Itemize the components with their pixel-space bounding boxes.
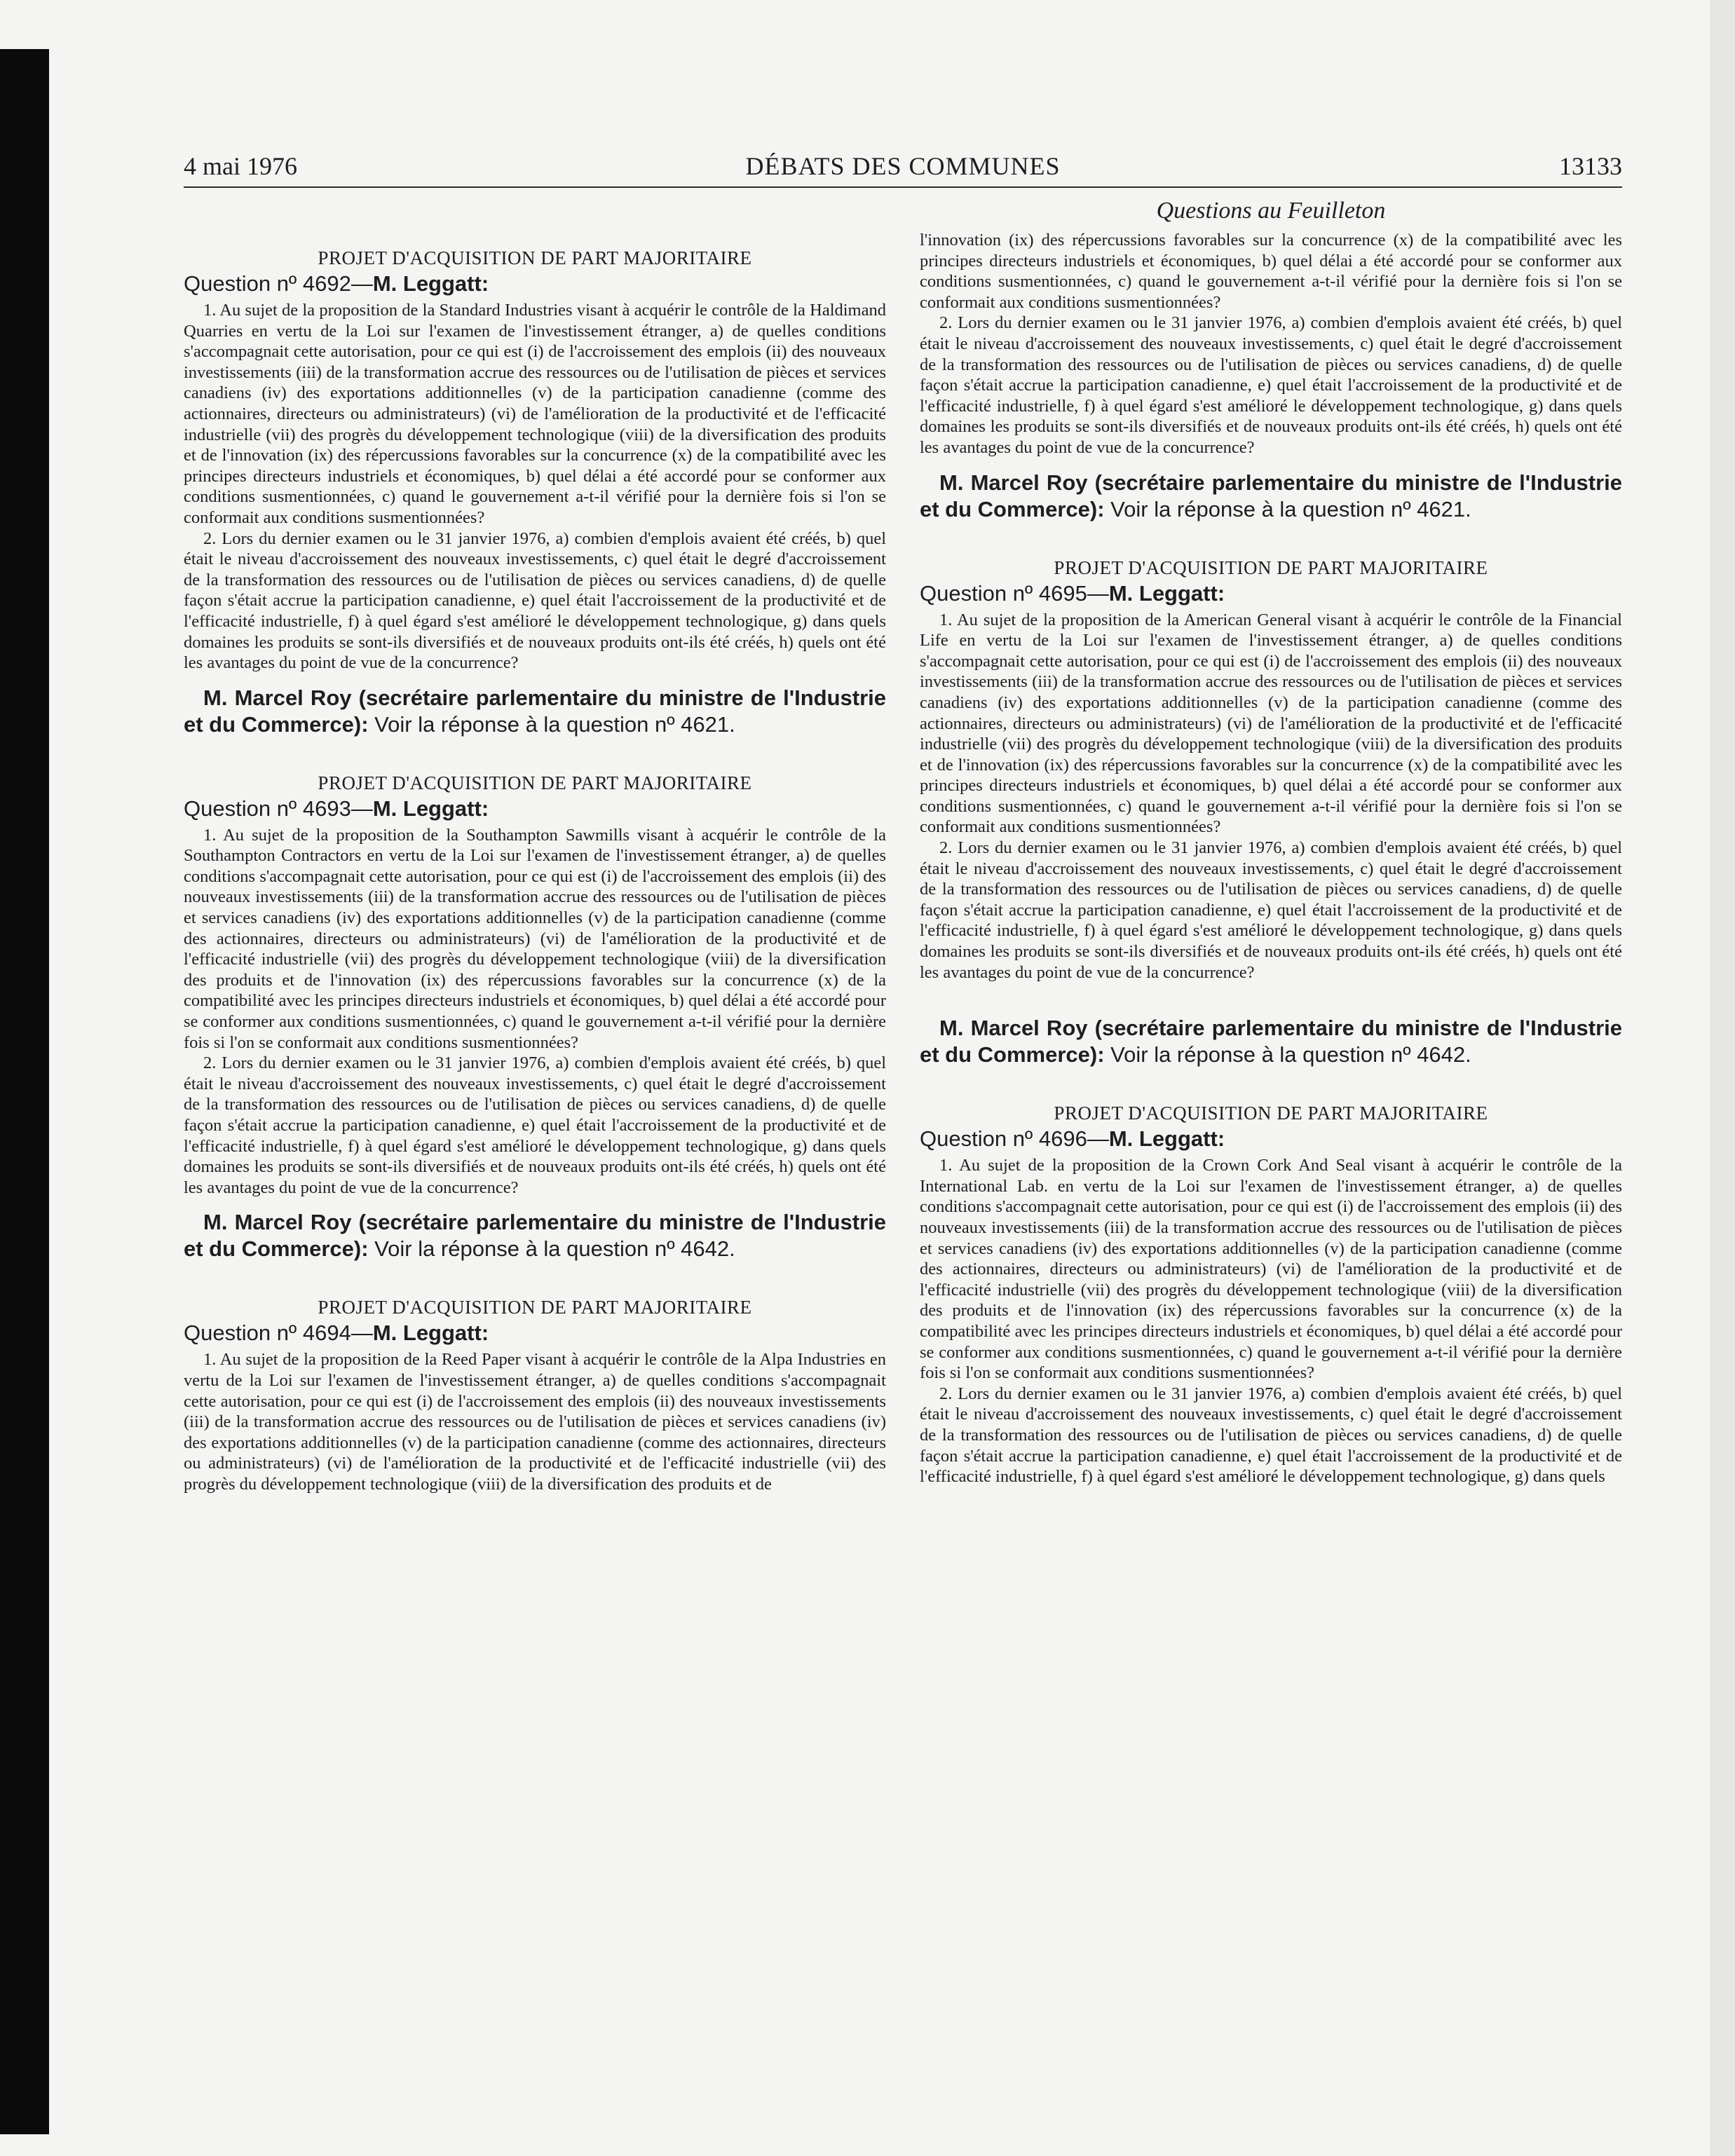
question-heading: PROJET D'ACQUISITION DE PART MAJORITAIRE xyxy=(318,247,752,268)
answer-speaker: M. Marcel Roy (secrétaire parlementaire du ministre de l'Industrie et du Commerce): xyxy=(920,1016,1622,1067)
page xyxy=(184,147,1622,2110)
question-heading: PROJET D'ACQUISITION DE PART MAJORITAIRE xyxy=(318,772,752,793)
answer-text: Voir la réponse à la question nº 4621. xyxy=(368,711,735,737)
question-number: Question nº 4693— xyxy=(184,796,373,821)
left-column xyxy=(184,245,886,1495)
question-author: M. Leggatt: xyxy=(1108,580,1225,606)
question-number-line xyxy=(920,580,1622,607)
question-number-line xyxy=(184,1320,886,1346)
answer-text: Voir la réponse à la question nº 4621. xyxy=(1104,496,1471,521)
answer xyxy=(184,685,886,738)
question-number: Question nº 4696— xyxy=(920,1126,1109,1152)
header-date: 4 mai 1976 xyxy=(184,152,297,180)
continued-part-1: l'innovation (ix) des répercussions favorables sur la concurrence (x) de la compatibilité avec les principes directeurs industriels et économiques, b) quel délai a été accordé pour se conformer aux conditions susmentionnées, c) quand le gouvernement a-t-il vérifié pour la dernière fois si l'on se conformait aux conditions susmentionnées? xyxy=(920,231,1622,312)
answer-speaker: M. Marcel Roy (secrétaire parlementaire du ministre de l'Industrie et du Commerce): xyxy=(184,1210,886,1262)
question-part-1: 1. Au sujet de la proposition de la Southampton Sawmills visant à acquérir le contrôle de la Southampton Contractors en vertu de la Loi sur l'examen de l'investissement étranger, a) de quelles conditions s'accompagnait cette autorisation, pour ce qui est (i) de l'accroissement des emplois (ii) des nouveaux investissements (iii) de la transformation accrue des ressources ou de l'utilisation de pièces et services canadiens (iv) des exportations additionnelles (v) de la participation canadienne (comme des actionnaires, directeurs ou administrateurs) (vi) de l'amélioration de la productivité et de l'efficacité industrielle (vii) des progrès du développement technologique (viii) de la diversification des produits et de l'innovation (ix) des répercussions favorables sur la concurrence (x) de la compatibilité avec les principes directeurs industriels et économiques, b) quel délai a été accordé pour se conformer aux conditions susmentionnées, c) quand le gouvernement a-t-il vérifié pour la dernière fois si l'on se conformait aux conditions susmentionnées? xyxy=(184,825,886,1052)
answer-speaker: M. Marcel Roy (secrétaire parlementaire du ministre de l'Industrie et du Commerce): xyxy=(920,470,1622,521)
question-author: M. Leggatt: xyxy=(372,1321,489,1346)
scan-edge-shadow xyxy=(0,49,49,2134)
question-author: M. Leggatt: xyxy=(372,796,489,821)
right-column xyxy=(920,195,1622,1487)
answer-speaker: M. Marcel Roy (secrétaire parlementaire du ministre de l'Industrie et du Commerce): xyxy=(184,685,886,737)
header-title: DÉBATS DES COMMUNES xyxy=(745,152,1061,180)
running-header xyxy=(184,147,1622,186)
question-part-2: 2. Lors du dernier examen ou le 31 janvier 1976, a) combien d'emplois avaient été créés, b) quel était le niveau d'accroissement des nouveaux investissements, c) quel était le degré d'accroissement de la transformation des ressources ou de l'utilisation de pièces ou services canadiens, d) de quelle façon s'était accrue la participation canadienne, e) quel était l'accroissement de la productivité et de l'efficacité industrielle, f) à quel égard s'est amélioré le développement technologique, g) dans quels domaines les produits se sont-ils diversifiés et de nouveaux produits ont-ils été créés, h) quels ont été les avantages du point de vue de la concurrence? xyxy=(184,1053,886,1197)
question-heading: PROJET D'ACQUISITION DE PART MAJORITAIRE xyxy=(1054,557,1488,578)
question-author: M. Leggatt: xyxy=(1108,1126,1225,1152)
question-number: Question nº 4692— xyxy=(184,271,373,296)
question-number: Question nº 4694— xyxy=(184,1321,373,1346)
question-part-1: 1. Au sujet de la proposition de la Standard Industries visant à acquérir le contrôle de la Haldimand Quarries en vertu de la Loi sur l'examen de l'investissement étranger, a) de quelles conditions s'accompagnait cette autorisation, pour ce qui est (i) de l'accroissement des emplois (ii) des nouveaux investissements (iii) de la transformation accrue des ressources ou de l'utilisation de pièces et services canadiens (iv) des exportations additionnelles (v) de la participation canadienne (comme des actionnaires, directeurs ou administrateurs) (vi) de l'amélioration de la productivité et de l'efficacité industrielle (vii) des progrès du développement technologique (viii) de la diversification des produits et de l'innovation (ix) des répercussions favorables sur la concurrence (x) de la compatibilité avec les principes directeurs industriels et économiques, b) quel délai a été accordé pour se conformer aux conditions susmentionnées, c) quand le gouvernement a-t-il vérifié pour la dernière fois si l'on se conformait aux conditions susmentionnées? xyxy=(184,301,886,527)
continued-part-2: 2. Lors du dernier examen ou le 31 janvier 1976, a) combien d'emplois avaient été créés, b) quel était le niveau d'accroissement des nouveaux investissements, c) quel était le degré d'accroissement de la transformation des ressources ou de l'utilisation de pièces ou services canadiens, d) de quelle façon s'était accrue la participation canadienne, e) quel était l'accroissement de la productivité et de l'efficacité industrielle, f) à quel égard s'est amélioré le développement technologique, g) dans quels domaines les produits se sont-ils diversifiés et de nouveaux produits ont-ils été créés, h) quels ont été les avantages du point de vue de la concurrence? xyxy=(920,313,1622,457)
question-number: Question nº 4695— xyxy=(920,580,1109,606)
answer xyxy=(920,470,1622,523)
answer-text: Voir la réponse à la question nº 4642. xyxy=(1104,1042,1471,1067)
question-number-line xyxy=(920,1126,1622,1152)
question-part-1: 1. Au sujet de la proposition de la Reed Paper visant à acquérir le contrôle de la Alpa Industries en vertu de la Loi sur l'examen de l'investissement étranger, a) de quelles conditions s'accompagnait cette autorisation, pour ce qui est (i) de l'accroissement des emplois (ii) des nouveaux investissements (iii) de la transformation accrue des ressources ou de l'utilisation de pièces et services canadiens (iv) des exportations additionnelles (v) de la participation canadienne (comme des actionnaires, directeurs ou administrateurs) (vi) de l'amélioration de la productivité et de l'efficacité industrielle (vii) des progrès du développement technologique (viii) de la diversification des produits et de xyxy=(184,1350,886,1494)
question-number-line xyxy=(184,271,886,297)
question-number-line xyxy=(184,796,886,822)
question-author: M. Leggatt: xyxy=(372,271,489,296)
question-part-1: 1. Au sujet de la proposition de la American General visant à acquérir le contrôle de la Financial Life en vertu de la Loi sur l'examen de l'investissement étranger, a) de quelles conditions s'accompagnait cette autorisation, pour ce qui est (i) de l'accroissement des emplois (ii) des nouveaux investissements (iii) de la transformation accrue des ressources ou de l'utilisation de pièces et services canadiens (iv) des exportations additionnelles (v) de la participation canadienne (comme des actionnaires, directeurs ou administrateurs) (vi) de l'amélioration de la productivité et de l'efficacité industrielle (vii) des progrès du développement technologique (viii) de la diversification des produits et de l'innovation (ix) des répercussions favorables sur la concurrence (x) de la compatibilité avec les principes directeurs industriels et économiques, b) quel délai a été accordé pour se conformer aux conditions susmentionnées, c) quand le gouvernement a-t-il vérifié pour la dernière fois si l'on se conformait aux conditions susmentionnées? xyxy=(920,610,1622,837)
question-heading: PROJET D'ACQUISITION DE PART MAJORITAIRE xyxy=(1054,1103,1488,1124)
question-part-2: 2. Lors du dernier examen ou le 31 janvier 1976, a) combien d'emplois avaient été créés, b) quel était le niveau d'accroissement des nouveaux investissements, c) quel était le degré d'accroissement de la transformation des ressources ou de l'utilisation de pièces ou services canadiens, d) de quelle façon s'était accrue la participation canadienne, e) quel était l'accroissement de la productivité et de l'efficacité industrielle, f) à quel égard s'est amélioré le développement technologique, g) dans quels domaines les produits se sont-ils diversifiés et de nouveaux produits ont-ils été créés, h) quels ont été les avantages du point de vue de la concurrence? xyxy=(920,838,1622,982)
header-page-number: 13133 xyxy=(1559,152,1622,180)
question-heading: PROJET D'ACQUISITION DE PART MAJORITAIRE xyxy=(318,1297,752,1318)
header-rule xyxy=(184,186,1622,188)
question-part-2: 2. Lors du dernier examen ou le 31 janvier 1976, a) combien d'emplois avaient été créés, b) quel était le niveau d'accroissement des nouveaux investissements, c) quel était le degré d'accroissement de la transformation des ressources ou de l'utilisation de pièces ou services canadiens, d) de quelle façon s'était accrue la participation canadienne, e) quel était l'accroissement de la productivité et de l'efficacité industrielle, f) à quel égard s'est amélioré le développement technologique, g) dans quels domaines les produits se sont-ils diversifiés et de nouveaux produits ont-ils été créés, h) quels ont été les avantages du point de vue de la concurrence? xyxy=(184,528,886,673)
question-part-2: 2. Lors du dernier examen ou le 31 janvier 1976, a) combien d'emplois avaient été créés, b) quel était le niveau d'accroissement des nouveaux investissements, c) quel était le degré d'accroissement de la transformation des ressources ou de l'utilisation de pièces ou services canadiens, d) de quelle façon s'était accrue la participation canadienne, e) quel était l'accroissement de la productivité et de l'efficacité industrielle, f) à quel égard s'est amélioré le développement technologique, g) dans quels xyxy=(920,1384,1622,1487)
question-part-1: 1. Au sujet de la proposition de la Crown Cork And Seal visant à acquérir le contrôle de la International Lab. en vertu de la Loi sur l'examen de l'investissement étranger, a) de quelles conditions s'accompagnait cette autorisation, pour ce qui est (i) de l'accroissement des emplois (ii) des nouveaux investissements (iii) de la transformation accrue des ressources ou de l'utilisation de pièces et services canadiens (iv) des exportations additionnelles (v) de la participation canadienne (comme des actionnaires, directeurs ou administrateurs) (vi) de l'amélioration de la productivité et de l'efficacité industrielle (vii) des progrès du développement technologique (viii) de la diversification des produits et de l'innovation (ix) des répercussions favorables sur la concurrence (x) de la compatibilité avec les principes directeurs industriels et économiques, b) quel délai a été accordé pour se conformer aux conditions susmentionnées, c) quand le gouvernement a-t-il vérifié pour la dernière fois si l'on se conformait aux conditions susmentionnées? xyxy=(920,1156,1622,1383)
answer xyxy=(184,1209,886,1262)
scan-right-margin xyxy=(1710,0,1735,2156)
answer xyxy=(920,1015,1622,1068)
section-label: Questions au Feuilleton xyxy=(1156,198,1386,224)
answer-text: Voir la réponse à la question nº 4642. xyxy=(368,1236,735,1262)
